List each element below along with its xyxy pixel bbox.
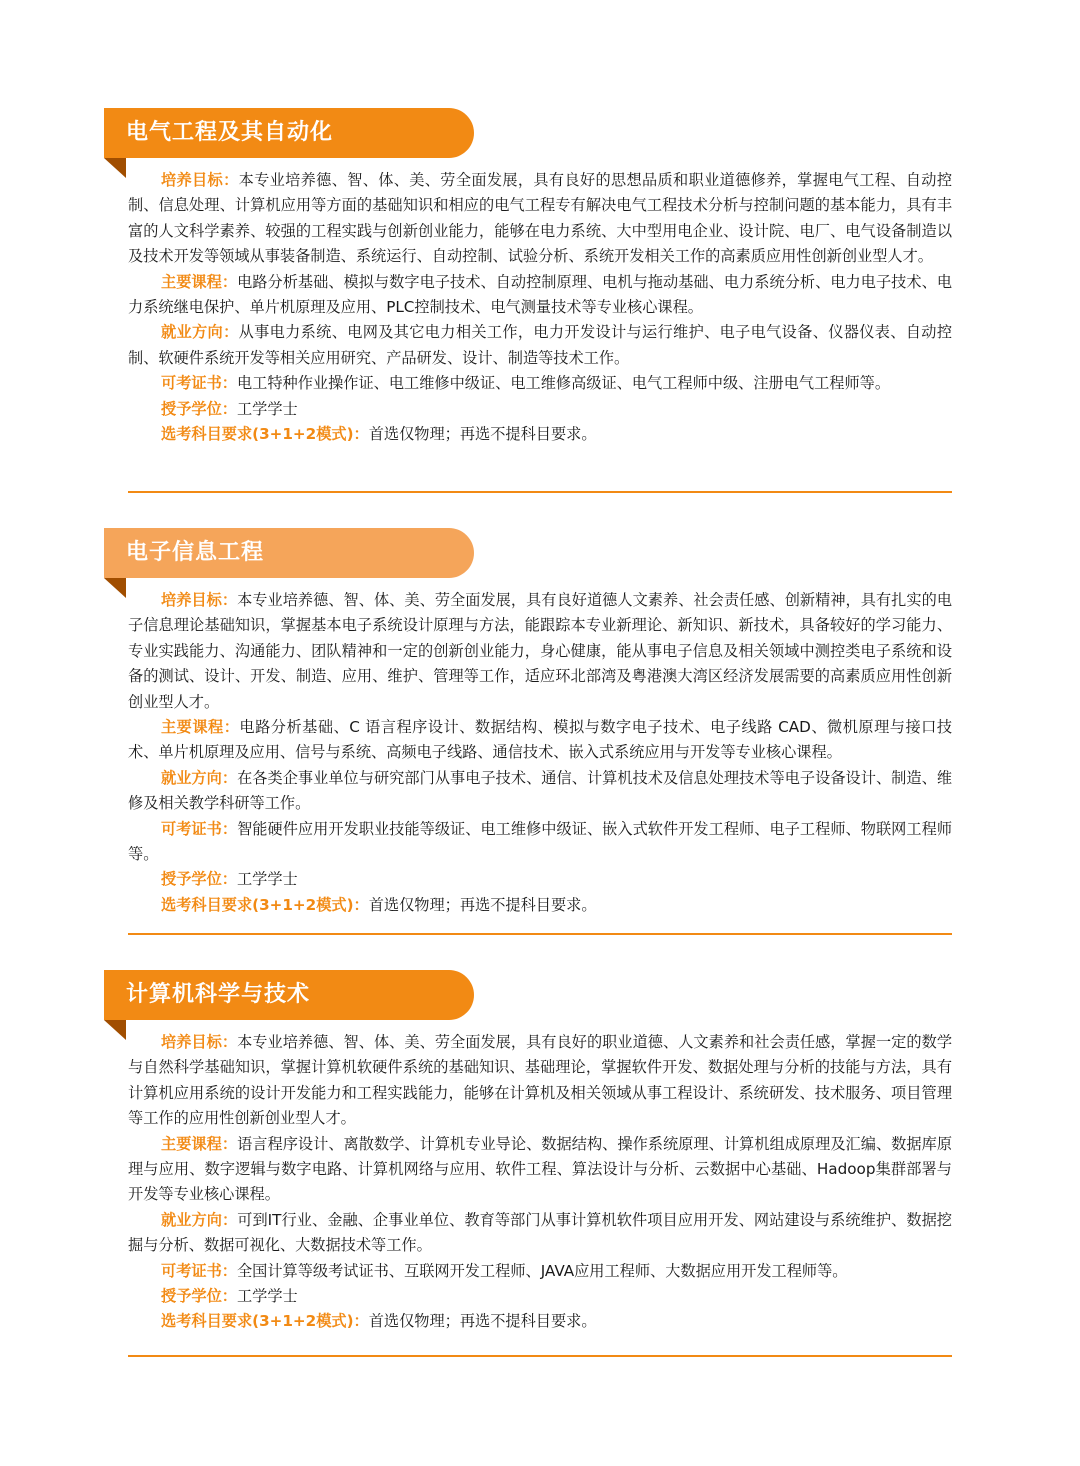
- banner-fold: [104, 578, 126, 598]
- item-label: 可考证书：: [161, 374, 237, 393]
- item-label: 培养目标：: [161, 1033, 238, 1051]
- item-row: [128, 397, 952, 422]
- item-text: 全国计算等级考试证书、互联网开发工程师、JAVA应用工程师、大数据应用开发工程师等。: [236, 1261, 848, 1280]
- item-text: 在各类企事业单位与研究部门从事电子技术、通信、计算机技术及信息处理技术等电子设备设计、制造、维修及相关教学科研等工作。: [128, 768, 953, 813]
- item-row: [128, 588, 952, 715]
- item-row: [128, 1030, 952, 1132]
- item-label: 选考科目要求(3+1+2模式)：: [161, 1312, 369, 1331]
- section-divider: [128, 1355, 952, 1357]
- item-row: [128, 1309, 952, 1334]
- item-text: 工学学士: [236, 1287, 298, 1306]
- item-row: [128, 867, 952, 892]
- item-label: 培养目标：: [161, 591, 238, 609]
- section-body: [128, 588, 952, 918]
- item-text: 本专业培养德、智、体、美、劳全面发展，具有良好的职业道德、人文素养和社会责任感，掌握一定的数学与自然科学基础知识，掌握计算机软硬件系统的基础知识、基础理论，掌握软件开发、数据处理与分析的技能与方法，具有计算机应用系统的设计开发能力和工程实践能力，能够在计算机及相关领域从事工程设计、系统研发、技术服务、项目管理等工作的应用性创新创业型人才。: [128, 1033, 953, 1128]
- banner-fold: [104, 1020, 126, 1040]
- item-text: 电工特种作业操作证、电工维修中级证、电工维修高级证、电气工程师中级、注册电气工程师等。: [236, 374, 890, 393]
- item-row: [128, 893, 952, 918]
- item-label: 授予学位：: [161, 399, 237, 418]
- item-label: 选考科目要求(3+1+2模式)：: [161, 895, 369, 914]
- item-row: [128, 168, 952, 270]
- item-label: 主要课程：: [161, 1134, 238, 1153]
- item-row: [128, 715, 952, 766]
- item-row: [128, 422, 952, 447]
- item-text: 首选仅物理；再选不提科目要求。: [368, 1312, 597, 1331]
- item-text: 电路分析基础、C 语言程序设计、数据结构、模拟与数字电子技术、电子线路 CAD、微机原理与接口技术、单片机原理及应用、信号与系统、高频电子线路、通信技术、嵌入式系统应用与开发等专业核心课程。: [128, 718, 953, 762]
- item-row: [128, 1259, 952, 1284]
- section-title: 计算机科学与技术: [126, 982, 311, 1007]
- item-label: 主要课程：: [161, 272, 238, 291]
- item-label: 选考科目要求(3+1+2模式)：: [161, 425, 369, 444]
- item-text: 可到IT行业、金融、企事业单位、教育等部门从事计算机软件项目应用开发、网站建设与系统维护、数据挖掘与分析、数据可视化、大数据技术等工作。: [128, 1210, 952, 1255]
- item-row: [128, 320, 952, 371]
- section-banner: [104, 970, 474, 1020]
- banner-fold: [104, 158, 126, 178]
- item-label: 就业方向：: [161, 768, 238, 787]
- item-label: 就业方向：: [161, 1210, 238, 1229]
- section-divider: [128, 933, 952, 935]
- section-title: 电气工程及其自动化: [126, 120, 334, 145]
- item-label: 可考证书：: [161, 819, 238, 838]
- item-row: [128, 270, 952, 321]
- item-text: 工学学士: [236, 870, 298, 889]
- item-label: 培养目标：: [161, 171, 239, 189]
- item-row: [128, 1208, 952, 1259]
- item-row: [128, 1284, 952, 1309]
- item-label: 授予学位：: [161, 1287, 237, 1306]
- item-row: [128, 371, 952, 396]
- section-body: [128, 1030, 952, 1335]
- item-text: 工学学士: [236, 399, 298, 418]
- item-text: 本专业培养德、智、体、美、劳全面发展，具有良好道德人文素养、社会责任感、创新精神，具有扎实的电子信息理论基础知识，掌握基本电子系统设计原理与方法，能跟踪本专业新理论、新知识、新技术，具备较好的学习能力、专业实践能力、沟通能力、团队精神和一定的创新创业能力，身心健康，能从事电子信息及相关领域中测控类电子系统和设备的测试、设计、开发、制造、应用、维护、管理等工作，适应环北部湾及粤港澳大湾区经济发展需要的高素质应用性创新创业型人才。: [128, 591, 953, 711]
- item-row: [128, 817, 952, 868]
- item-label: 授予学位：: [161, 870, 237, 889]
- section-banner: [104, 108, 474, 158]
- item-text: 电路分析基础、模拟与数字电子技术、自动控制原理、电机与拖动基础、电力系统分析、电力电子技术、电力系统继电保护、单片机原理及应用、PLC控制技术、电气测量技术等专业核心课程。: [128, 272, 953, 317]
- item-row: [128, 1132, 952, 1208]
- item-text: 本专业培养德、智、体、美、劳全面发展，具有良好的思想品质和职业道德修养，掌握电气工程、自动控制、信息处理、计算机应用等方面的基础知识和相应的电气工程专有解决电气工程技术分析与控制问题的基本能力，具有丰富的人文科学素养、较强的工程实践与创新创业能力，能够在电力系统、大中型用电企业、设计院、电厂、电气设备制造以及技术开发等领域从事装备制造、系统运行、自动控制、试验分析、系统开发相关工作的高素质应用性创新创业型人才。: [128, 171, 953, 266]
- section-title: 电子信息工程: [126, 540, 265, 565]
- section-body: [128, 168, 952, 447]
- item-text: 语言程序设计、离散数学、计算机专业导论、数据结构、操作系统原理、计算机组成原理及汇编、数据库原理与应用、数字逻辑与数字电路、计算机网络与应用、软件工程、算法设计与分析、云数据中心基础、Hadoop集群部署与开发等专业核心课程。: [128, 1134, 953, 1204]
- item-label: 就业方向：: [161, 323, 239, 342]
- item-text: 智能硬件应用开发职业技能等级证、电工维修中级证、嵌入式软件开发工程师、电子工程师、物联网工程师等。: [128, 819, 953, 864]
- item-text: 首选仅物理；再选不提科目要求。: [368, 425, 597, 444]
- item-label: 可考证书：: [161, 1261, 237, 1280]
- item-row: [128, 766, 952, 817]
- item-text: 从事电力系统、电网及其它电力相关工作，电力开发设计与运行维护、电子电气设备、仪器仪表、自动控制、软硬件系统开发等相关应用研究、产品研发、设计、制造等技术工作。: [128, 323, 953, 367]
- item-label: 主要课程：: [161, 718, 240, 737]
- section-banner: [104, 528, 474, 578]
- item-text: 首选仅物理；再选不提科目要求。: [368, 895, 597, 914]
- section-divider: [128, 491, 952, 493]
